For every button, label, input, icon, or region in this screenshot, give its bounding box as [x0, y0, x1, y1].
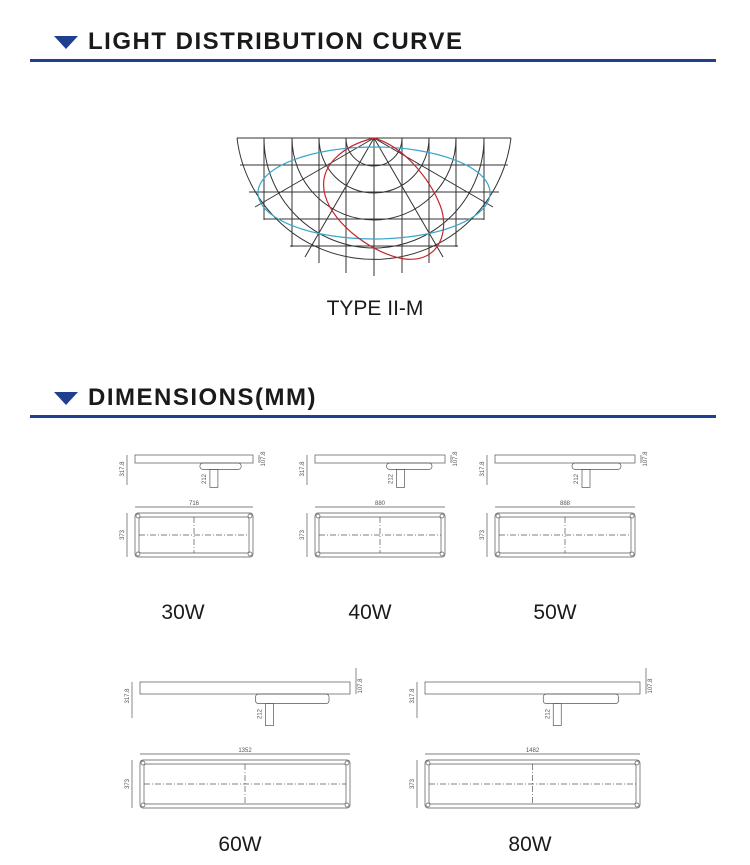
curve-caption: TYPE II-M	[326, 297, 424, 320]
mounting-hole	[635, 761, 639, 765]
mounting-hole	[248, 514, 252, 518]
mounting-hole	[316, 552, 320, 556]
lamp-height-dimension: 107.8	[358, 678, 364, 694]
lamp-height-dimension: 107.8	[453, 451, 459, 467]
length-dimension: 716	[188, 501, 200, 507]
mount-bracket	[266, 704, 274, 726]
width-dimension: 373	[125, 778, 131, 790]
mount-bracket	[553, 704, 561, 726]
side-view-housing	[543, 694, 618, 704]
height-dimension: 317.8	[480, 461, 486, 477]
mounting-hole	[248, 552, 252, 556]
mounting-hole	[426, 803, 430, 807]
side-view-body	[425, 682, 640, 694]
length-dimension: 1352	[238, 748, 252, 754]
side-view-housing	[387, 463, 433, 469]
dimension-drawing-50W	[475, 447, 649, 562]
mounting-hole	[440, 514, 444, 518]
model-label: 80W	[508, 833, 552, 856]
mount-bracket	[582, 469, 590, 487]
bracket-dimension: 212	[388, 473, 395, 485]
width-dimension: 373	[480, 529, 486, 541]
triangle-down-icon	[54, 36, 78, 49]
side-view-body	[135, 455, 253, 463]
mounting-hole	[345, 761, 349, 765]
bracket-dimension: 212	[574, 473, 580, 485]
height-dimension: 317.8	[125, 688, 131, 704]
lamp-height-dimension: 107.8	[648, 678, 654, 694]
light-distribution-header	[30, 26, 716, 62]
side-view-body	[495, 455, 635, 463]
side-view-housing	[200, 463, 241, 469]
side-view-body	[140, 682, 350, 694]
mount-bracket	[397, 469, 405, 487]
bracket-dimension: 212	[201, 473, 208, 485]
bracket-dimension: 212	[545, 708, 552, 720]
side-view-housing	[256, 694, 330, 704]
triangle-down-icon	[54, 392, 78, 405]
mounting-hole	[141, 803, 145, 807]
height-dimension: 317.8	[410, 688, 416, 704]
length-dimension: 880	[374, 501, 386, 507]
dimension-drawing-80W	[405, 660, 654, 810]
mounting-hole	[141, 761, 145, 765]
mounting-hole	[630, 514, 634, 518]
dimension-drawing-40W	[295, 447, 459, 562]
mounting-hole	[316, 514, 320, 518]
mounting-hole	[630, 552, 634, 556]
height-dimension: 317.8	[120, 461, 126, 477]
lamp-height-dimension: 107.8	[643, 451, 649, 467]
mounting-hole	[426, 761, 430, 765]
length-dimension: 888	[559, 501, 571, 507]
bracket-dimension: 212	[257, 708, 264, 720]
lamp-height-dimension: 107.8	[261, 451, 267, 467]
length-dimension: 1482	[525, 748, 540, 754]
mounting-hole	[635, 803, 639, 807]
section-divider	[30, 415, 716, 418]
light-distribution-diagram	[235, 135, 515, 285]
model-label: 50W	[533, 601, 577, 624]
mounting-hole	[345, 803, 349, 807]
mounting-hole	[136, 514, 140, 518]
mount-bracket	[210, 469, 218, 487]
section-divider	[30, 59, 716, 62]
dimension-drawing-30W	[115, 447, 267, 562]
model-label: 30W	[161, 601, 205, 624]
mounting-hole	[496, 552, 500, 556]
model-label: 40W	[348, 601, 392, 624]
mounting-hole	[136, 552, 140, 556]
height-dimension: 317.8	[300, 461, 306, 477]
width-dimension: 373	[410, 778, 416, 790]
section-title: LIGHT DISTRIBUTION CURVE	[88, 28, 464, 55]
side-view-body	[315, 455, 445, 463]
width-dimension: 373	[120, 529, 126, 541]
mounting-hole	[440, 552, 444, 556]
dimension-drawing-60W	[120, 660, 364, 810]
width-dimension: 373	[300, 529, 306, 541]
section-title: DIMENSIONS(MM)	[88, 384, 317, 411]
dimensions-header	[30, 382, 716, 418]
mounting-hole	[496, 514, 500, 518]
model-label: 60W	[218, 833, 262, 856]
side-view-housing	[572, 463, 621, 469]
